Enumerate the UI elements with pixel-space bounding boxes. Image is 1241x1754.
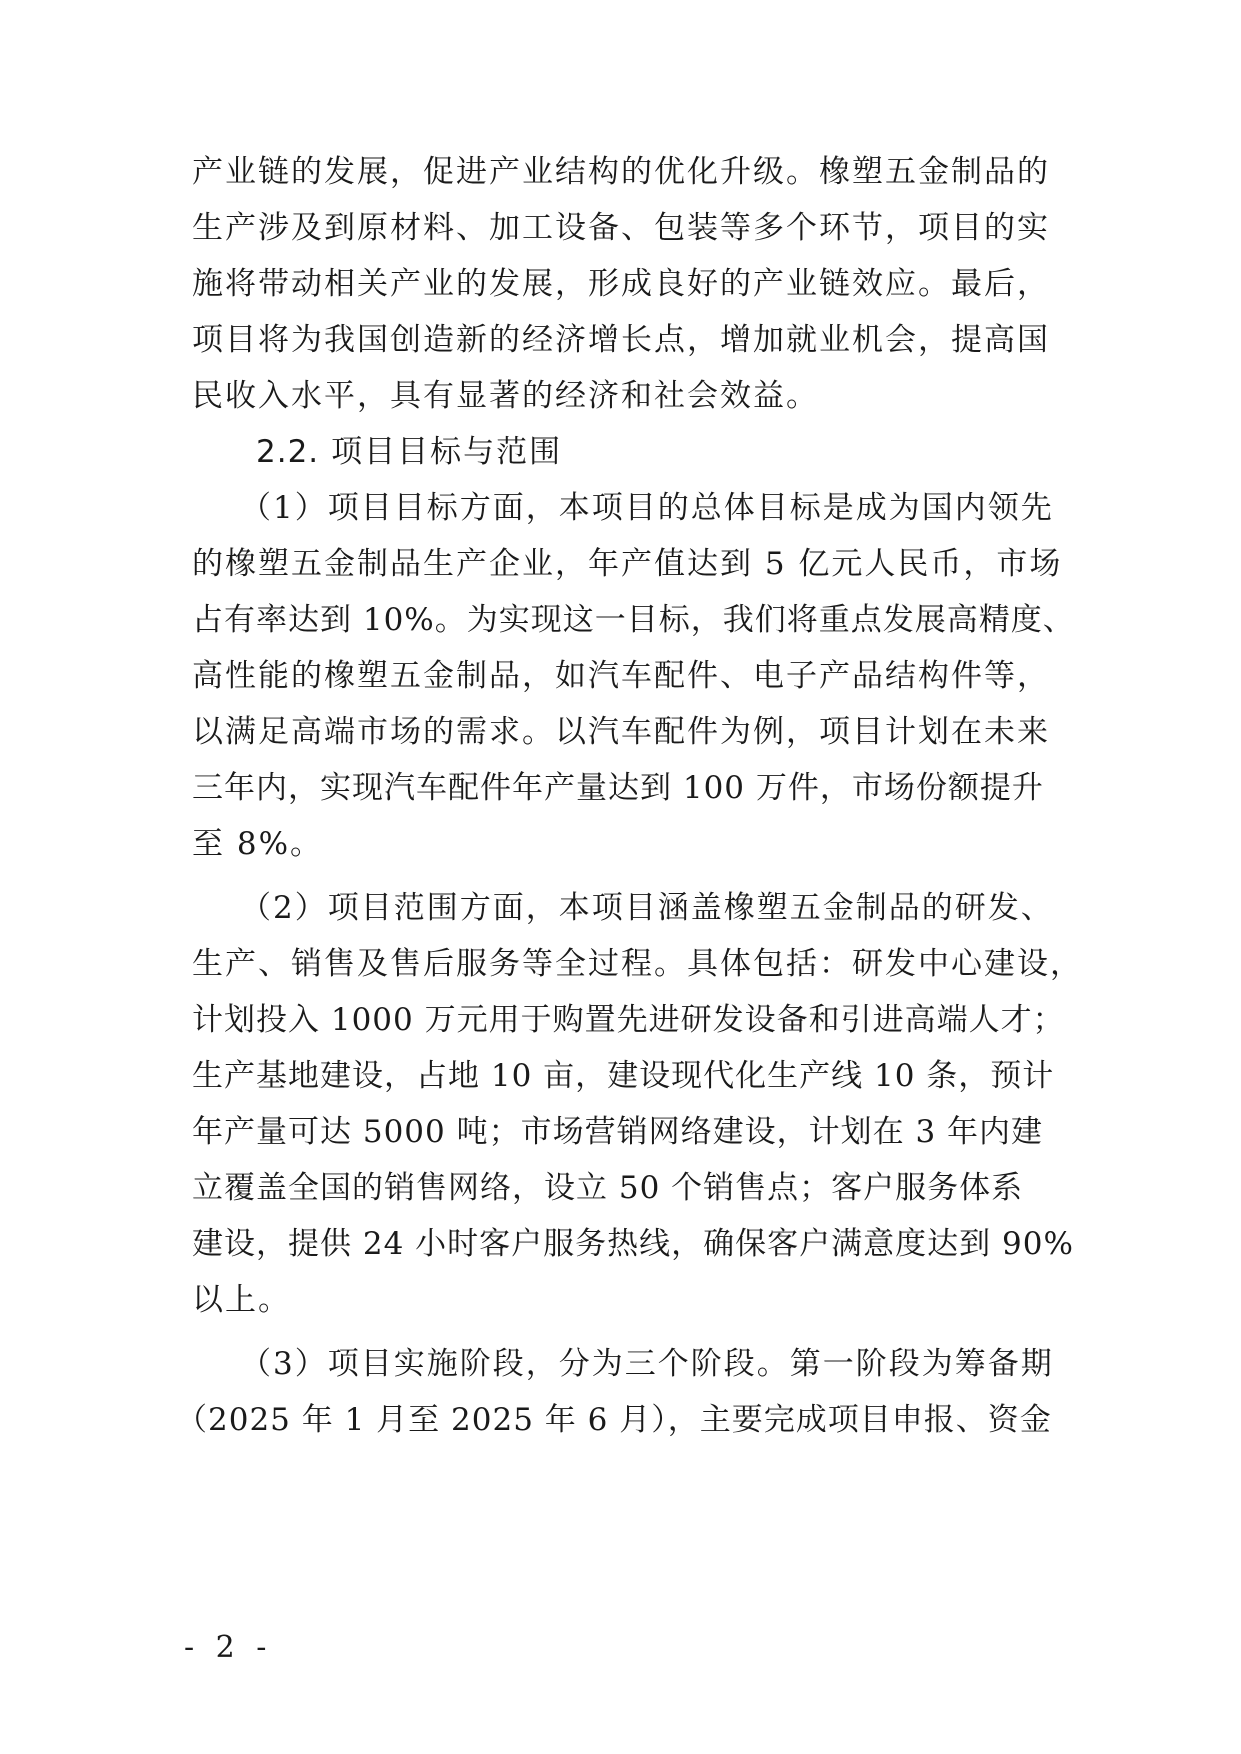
paragraph-2-line: 立覆盖全国的销售网络，设立 50 个销售点；客户服务体系 [192, 1170, 1024, 1206]
section-title: 项目目标与范围 [331, 434, 563, 470]
paragraph-2-line: 生产、销售及售后服务等全过程。具体包括：研发中心建设， [192, 946, 1083, 982]
paragraph-2-line: 生产基地建设，占地 10 亩，建设现代化生产线 10 条，预计 [192, 1058, 1055, 1094]
paragraph-1-line: （1）项目目标方面，本项目的总体目标是成为国内领先 [240, 490, 1054, 526]
section-heading [256, 432, 1136, 472]
body-line: 施将带动相关产业的发展，形成良好的产业链效应。最后， [192, 266, 1050, 302]
paragraph-1-line: 以满足高端市场的需求。以汽车配件为例，项目计划在未来 [192, 714, 1050, 750]
paragraph-1-line: 三年内，实现汽车配件年产量达到 100 万件，市场份额提升 [192, 770, 1044, 806]
paragraph-1-line: 高性能的橡塑五金制品，如汽车配件、电子产品结构件等， [192, 658, 1050, 694]
paragraph-2-line: 年产量可达 5000 吨；市场营销网络建设，计划在 3 年内建 [192, 1114, 1044, 1150]
paragraph-2-line: （2）项目范围方面，本项目涵盖橡塑五金制品的研发、 [240, 890, 1054, 926]
paragraph-1-line: 至 8%。 [192, 826, 324, 862]
body-line: 民收入水平，具有显著的经济和社会效益。 [192, 378, 819, 414]
body-line: 产业链的发展，促进产业结构的优化升级。橡塑五金制品的 [192, 154, 1050, 190]
paragraph-2-line: 建设，提供 24 小时客户服务热线，确保客户满意度达到 90% [192, 1226, 1074, 1262]
paragraph-2-line: 计划投入 1000 万元用于购置先进研发设备和引进高端人才； [192, 1002, 1065, 1038]
body-line: 生产涉及到原材料、加工设备、包装等多个环节，项目的实 [192, 210, 1050, 246]
paragraph-1-line: 的橡塑五金制品生产企业，年产值达到 5 亿元人民币，市场 [192, 546, 1063, 582]
paragraph-3-line: （2025 年 1 月至 2025 年 6 月），主要完成项目申报、资金 [176, 1402, 1052, 1438]
page-number: - 2 - [184, 1630, 273, 1665]
body-line: 项目将为我国创造新的经济增长点，增加就业机会，提高国 [192, 322, 1050, 358]
paragraph-2-line: 以上。 [192, 1282, 291, 1318]
paragraph-1-line: 占有率达到 10%。为实现这一目标，我们将重点发展高精度、 [192, 602, 1075, 638]
paragraph-3-line: （3）项目实施阶段，分为三个阶段。第一阶段为筹备期 [240, 1346, 1054, 1382]
section-number: 2.2. [256, 434, 320, 470]
